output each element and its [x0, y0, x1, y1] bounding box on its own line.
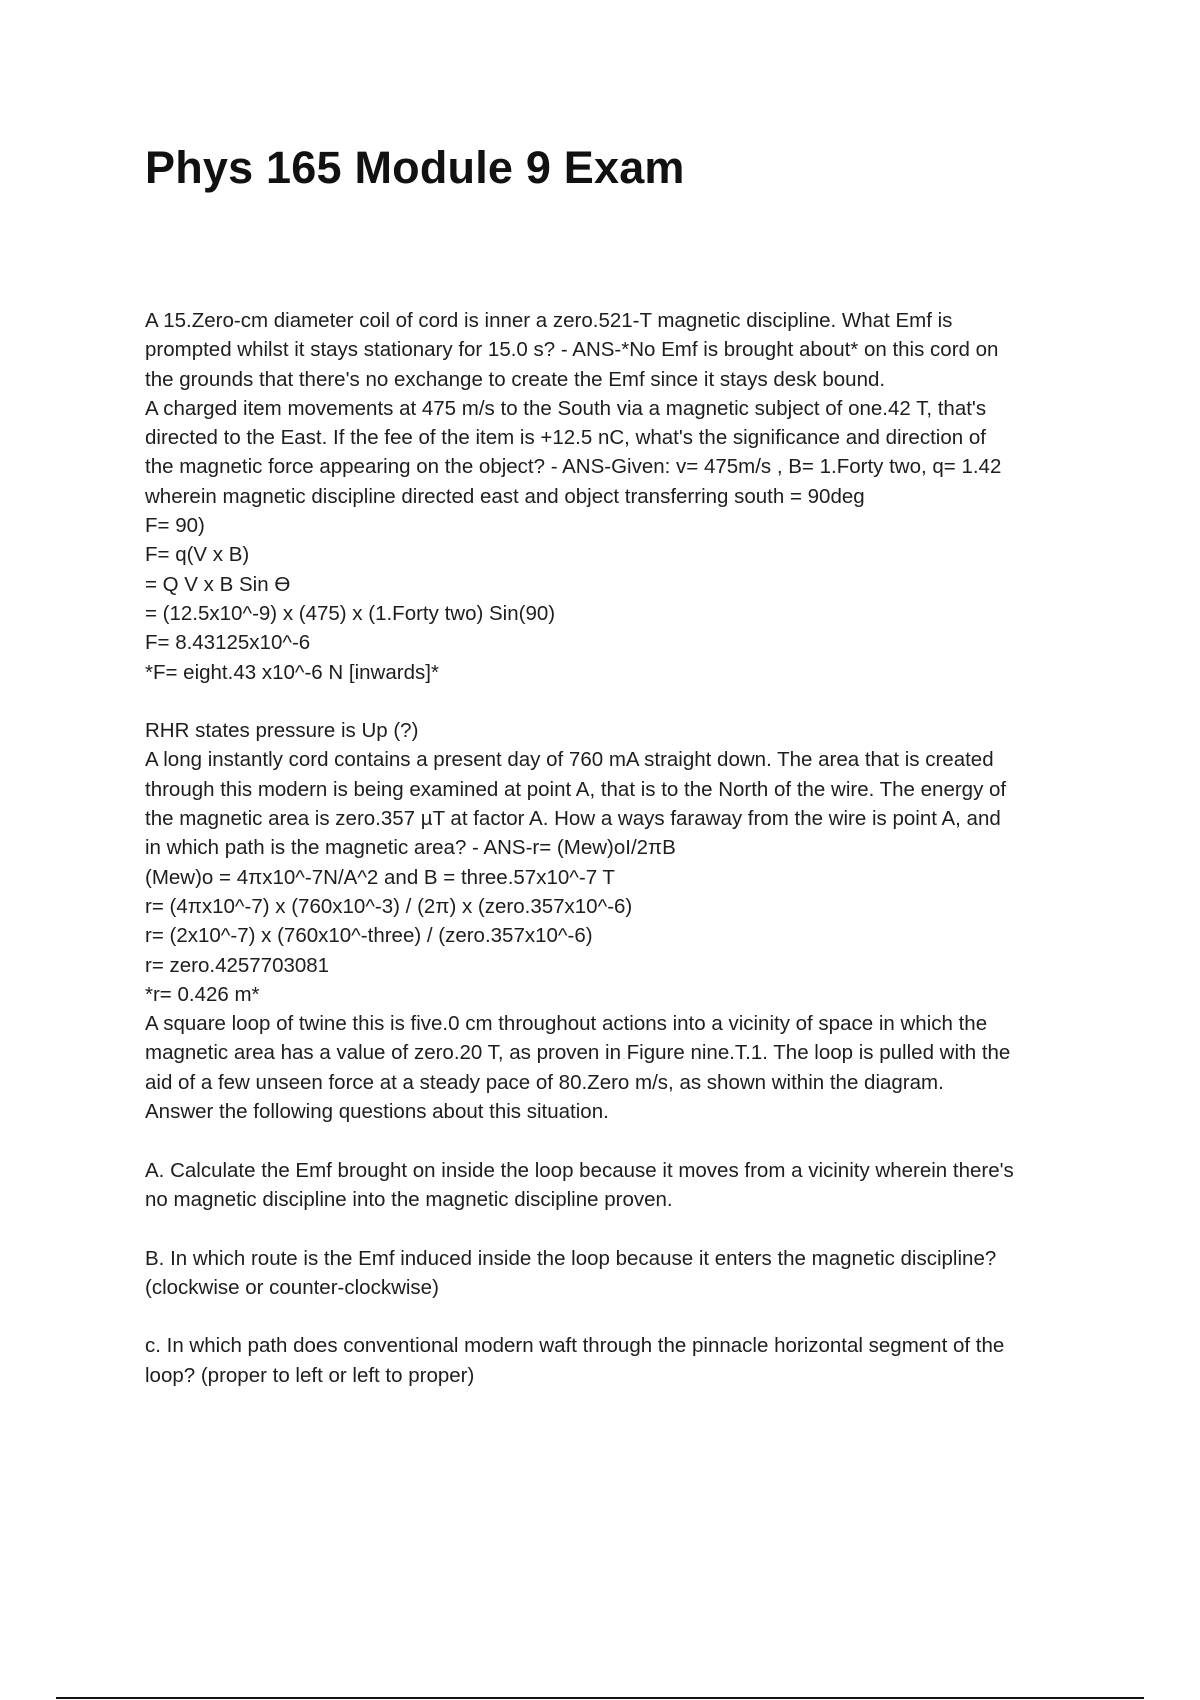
- body-line: the magnetic area is zero.357 µT at factor A. How a ways faraway from the wire is point A, and: [145, 807, 1001, 831]
- body-line: RHR states pressure is Up (?): [145, 719, 419, 743]
- body-line: in which path is the magnetic area? - ANS-r= (Mew)oI/2πB: [145, 836, 676, 860]
- body-line: (Mew)o = 4πx10^-7N/A^2 and B = three.57x10^-7 T: [145, 865, 615, 889]
- question-b-line: B. In which route is the Emf induced inside the loop because it enters the magnetic discipline?: [145, 1246, 997, 1270]
- body-line: A charged item movements at 475 m/s to the South via a magnetic subject of one.42 T, that's: [145, 396, 987, 420]
- question-b-line: (clockwise or counter-clockwise): [145, 1275, 439, 1299]
- body-line: *r= 0.426 m*: [145, 982, 260, 1006]
- body-line: the grounds that there's no exchange to create the Emf since it stays desk bound.: [145, 367, 886, 391]
- question-a-line: no magnetic discipline into the magnetic discipline proven.: [145, 1187, 673, 1211]
- blank-line: [145, 1302, 1105, 1331]
- body-line: prompted whilst it stays stationary for 15.0 s? - ANS-*No Emf is brought about* on this cord on: [145, 338, 999, 362]
- body-line: A square loop of twine this is five.0 cm throughout actions into a vicinity of space in which the: [145, 1012, 988, 1036]
- body-line: wherein magnetic discipline directed east and object transferring south = 90deg: [145, 484, 865, 508]
- body-line: r= (2x10^-7) x (760x10^-three) / (zero.357x10^-6): [145, 924, 593, 948]
- body-line: the magnetic force appearing on the object? - ANS-Given: v= 475m/s , B= 1.Forty two, q= 1.42: [145, 455, 1002, 479]
- document-body: [145, 306, 1105, 1390]
- body-line: = (12.5x10^-9) x (475) x (1.Forty two) Sin(90): [145, 601, 556, 625]
- body-line: A long instantly cord contains a present day of 760 mA straight down. The area that is created: [145, 748, 994, 772]
- question-c-line: c. In which path does conventional modern waft through the pinnacle horizontal segment of the: [145, 1334, 1005, 1358]
- blank-line: [145, 1126, 1105, 1155]
- body-line: = Q V x B Sin ϴ: [145, 572, 291, 596]
- body-line: A 15.Zero-cm diameter coil of cord is inner a zero.521-T magnetic discipline. What Emf is: [145, 309, 953, 332]
- body-line: aid of a few unseen force at a steady pace of 80.Zero m/s, as shown within the diagram.: [145, 1070, 944, 1094]
- blank-line: [145, 687, 1105, 716]
- page-title: Phys 165 Module 9 Exam: [145, 142, 685, 193]
- body-line: *F= eight.43 x10^-6 N [inwards]*: [145, 660, 439, 684]
- question-c-line: loop? (proper to left or left to proper): [145, 1363, 475, 1387]
- body-line: F= 90): [145, 514, 205, 538]
- body-line: through this modern is being examined at point A, that is to the North of the wire. The energy of: [145, 777, 1007, 801]
- bottom-rule: [56, 1697, 1144, 1699]
- body-line: F= q(V x B): [145, 543, 250, 567]
- body-line: magnetic area has a value of zero.20 T, as proven in Figure nine.T.1. The loop is pulled with the: [145, 1041, 1011, 1065]
- body-line: directed to the East. If the fee of the item is +12.5 nC, what's the significance and direction of: [145, 426, 986, 450]
- body-line: r= zero.4257703081: [145, 953, 330, 977]
- body-line: Answer the following questions about this situation.: [145, 1100, 609, 1124]
- body-line: r= (4πx10^-7) x (760x10^-3) / (2π) x (zero.357x10^-6): [145, 894, 633, 918]
- blank-line: [145, 1214, 1105, 1243]
- question-a-line: A. Calculate the Emf brought on inside the loop because it moves from a vicinity wherein there's: [145, 1158, 1014, 1182]
- body-line: F= 8.43125x10^-6: [145, 631, 311, 655]
